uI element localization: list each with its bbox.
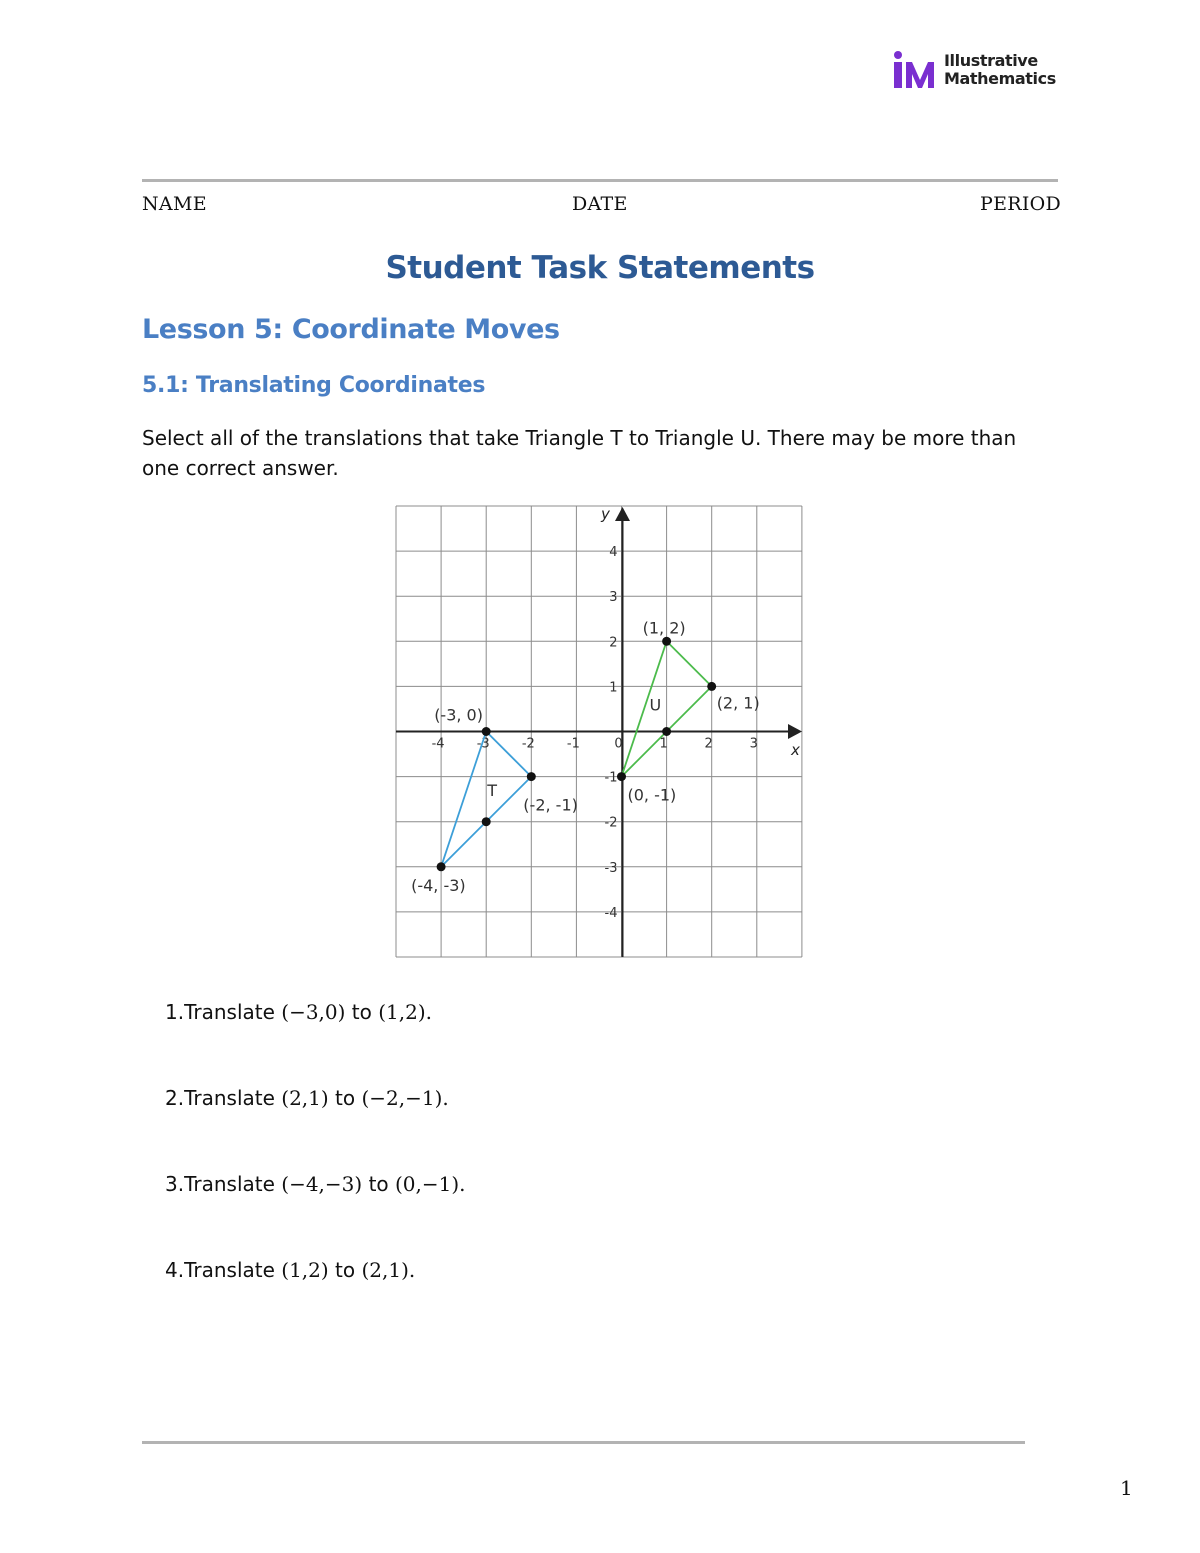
x-axis-arrow-icon <box>788 724 802 739</box>
x-tick-label: 2 <box>704 736 713 752</box>
triangle-name-t: T <box>487 781 497 801</box>
option-4[interactable] <box>165 1255 466 1341</box>
point-labels <box>411 618 760 895</box>
triangle-name-u: U <box>649 695 662 715</box>
option-to: (1,2) <box>378 1000 426 1024</box>
coordinate-graph <box>380 495 820 965</box>
answer-options <box>165 997 466 1341</box>
option-to-word: to <box>335 1258 356 1282</box>
y-tick-label: -2 <box>604 815 618 831</box>
option-to-word: to <box>368 1172 389 1196</box>
point-label: (2, 1) <box>716 693 760 713</box>
option-word: Translate <box>184 1172 275 1196</box>
x-tick-label: 0 <box>614 736 623 752</box>
option-2[interactable] <box>165 1083 466 1169</box>
option-3[interactable] <box>165 1169 466 1255</box>
option-end: . <box>442 1086 449 1110</box>
y-tick-label: 2 <box>609 635 618 651</box>
option-end: . <box>408 1258 416 1282</box>
option-number: 4. <box>165 1258 185 1282</box>
option-number: 2. <box>165 1086 185 1110</box>
footer-rule <box>142 1441 1025 1444</box>
option-number: 3. <box>165 1172 185 1196</box>
x-tick-label: -2 <box>521 736 535 752</box>
point-label: (-4, -3) <box>411 875 466 895</box>
point <box>662 727 671 736</box>
logo-line-2: Mathematics <box>944 69 1056 88</box>
option-from: (1,2) <box>281 1258 329 1282</box>
page-title: Student Task Statements <box>385 250 815 286</box>
page-number: 1 <box>1120 1476 1133 1500</box>
option-from: (−4,−3) <box>281 1172 363 1196</box>
point <box>662 637 671 646</box>
x-axis-label: x <box>791 741 800 759</box>
period-label: PERIOD <box>980 193 1062 215</box>
date-label: DATE <box>572 193 628 215</box>
im-logo-icon <box>890 50 938 90</box>
point <box>527 772 536 781</box>
option-end: . <box>425 1000 433 1024</box>
x-tick-label: -1 <box>566 736 580 752</box>
point-label: (-3, 0) <box>434 705 483 725</box>
option-1[interactable] <box>165 997 466 1083</box>
header-rule <box>142 179 1058 182</box>
tick-labels <box>432 545 758 921</box>
point-label: (1, 2) <box>642 618 686 638</box>
option-to-word: to <box>351 1000 372 1024</box>
lesson-title: Lesson 5: Coordinate Moves <box>142 314 560 345</box>
option-to-word: to <box>335 1086 356 1110</box>
point <box>617 772 626 781</box>
x-tick-label: -4 <box>431 736 445 752</box>
point-label: (0, -1) <box>627 785 677 805</box>
illustrative-mathematics-logo <box>890 50 1070 94</box>
y-tick-label: -1 <box>604 770 618 786</box>
y-tick-label: -4 <box>604 905 618 921</box>
y-axis-label: y <box>601 505 610 523</box>
option-from: (2,1) <box>281 1086 329 1110</box>
option-to: (−2,−1) <box>361 1086 443 1110</box>
option-word: Translate <box>184 1086 275 1110</box>
point <box>707 682 716 691</box>
option-to: (0,−1) <box>395 1172 460 1196</box>
point <box>437 862 446 871</box>
point <box>482 817 491 826</box>
option-to: (2,1) <box>361 1258 409 1282</box>
option-word: Translate <box>184 1258 275 1282</box>
option-end: . <box>459 1172 466 1196</box>
y-tick-label: -3 <box>604 860 618 876</box>
logo-line-1: Illustrative <box>944 51 1038 70</box>
option-from: (−3,0) <box>281 1000 346 1024</box>
option-word: Translate <box>184 1000 275 1024</box>
y-axis-arrow-icon <box>615 507 630 521</box>
name-label: NAME <box>142 193 207 215</box>
x-tick-label: -3 <box>476 736 490 752</box>
y-tick-label: 4 <box>609 545 618 561</box>
activity-title: 5.1: Translating Coordinates <box>142 373 486 398</box>
point <box>482 727 491 736</box>
point-label: (-2, -1) <box>523 795 578 815</box>
y-tick-label: 1 <box>609 680 618 696</box>
option-number: 1. <box>165 1000 185 1024</box>
x-tick-label: 1 <box>659 736 668 752</box>
task-prompt: Select all of the translations that take Triangle T to Triangle U. There may be more than one correct answer. <box>142 426 1017 480</box>
x-tick-label: 3 <box>749 736 758 752</box>
y-tick-label: 3 <box>609 590 618 606</box>
